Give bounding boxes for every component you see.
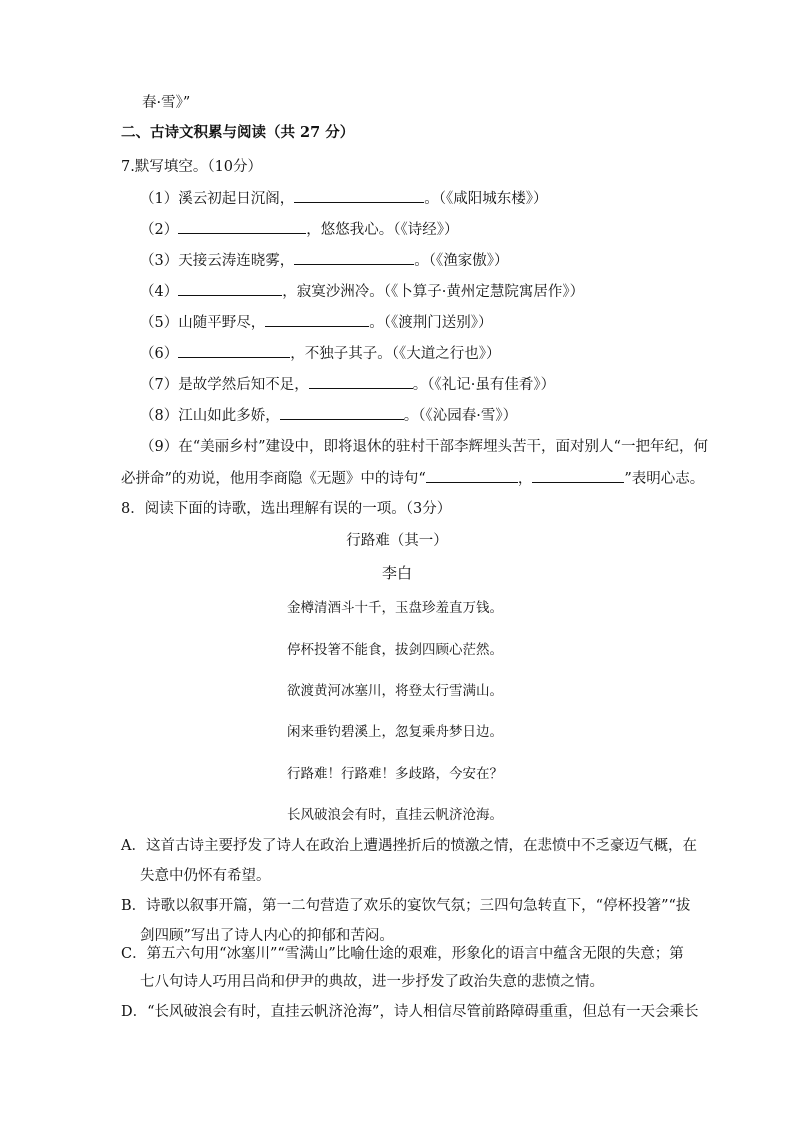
- option-b-line2: [140, 926, 394, 946]
- question-8-stem-text: 8．阅读下面的诗歌，选出理解有误的一项。（3分）: [121, 501, 452, 517]
- q7-item-9-line1: [140, 437, 708, 457]
- q7-item-5: [140, 312, 492, 333]
- q7-item-num: （8）: [140, 408, 179, 424]
- q7-item-1: [140, 188, 547, 209]
- q7-item-num: （7）: [140, 377, 179, 393]
- answer-blank[interactable]: [294, 250, 414, 265]
- answer-blank[interactable]: [532, 468, 624, 483]
- option-c-line1-text: [121, 944, 684, 964]
- answer-blank[interactable]: [280, 405, 404, 420]
- q7-item-6: [140, 343, 500, 364]
- option-c-text: C．第五六句用“冰塞川”“雪满山”比喻仕途的艰难，形象化的语言中蕴含无限的失意；第: [121, 946, 684, 962]
- section-title: [121, 123, 354, 143]
- continued-text: [142, 93, 190, 113]
- poem-line: [287, 722, 503, 742]
- q7-item-num: （1）: [140, 191, 179, 207]
- q7-item-post: 。（《渡荆门送别》）: [369, 315, 493, 331]
- q7-item-post: 。（《咸阳城东楼》）: [424, 191, 548, 207]
- poem-title-text: 行路难（其一）: [346, 533, 448, 549]
- answer-blank[interactable]: [265, 312, 369, 327]
- answer-blank[interactable]: [178, 219, 306, 234]
- question-7-stem: [121, 157, 262, 177]
- poem-line-text: 欲渡黄河冰塞川，将登太行雪满山。: [287, 683, 503, 699]
- option-a-line2: [140, 866, 271, 886]
- poem-line: [287, 681, 503, 701]
- q7-item-pre: 天接云涛连晓雾，: [178, 253, 295, 269]
- q7-item-9-post: ”表明心志。: [624, 471, 705, 487]
- q7-item-num: （4）: [140, 284, 179, 300]
- option-a-text: A．这首古诗主要抒发了诗人在政治上遭遇挫折后的愤激之情，在悲愤中不乏豪迈气概，在: [121, 838, 697, 854]
- q7-item-post: ，寂寞沙洲冷。（《卜算子·黄州定慧院寓居作》）: [282, 284, 585, 300]
- q7-item-9-text: （9）在“美丽乡村”建设中，即将退休的驻村干部李辉埋头苦干，面对别人“一把年纪，何: [140, 439, 708, 455]
- answer-blank[interactable]: [426, 468, 518, 483]
- q7-item-pre: 江山如此多娇，: [178, 408, 280, 424]
- poem-line-text: 金樽清酒斗十千，玉盘珍羞直万钱。: [287, 600, 503, 616]
- poem-title: [0, 531, 794, 551]
- answer-blank[interactable]: [178, 343, 290, 358]
- poem-author-text: 李白: [381, 564, 412, 582]
- q7-item-2: [140, 219, 458, 240]
- q7-item-9-pre: 必拼命”的劝说，他用李商隐《无题》中的诗句“: [121, 471, 426, 487]
- q7-item-post: 。（《渔家傲》）: [414, 253, 509, 269]
- q7-item-9-mid: ，: [517, 471, 533, 487]
- answer-blank[interactable]: [294, 188, 424, 203]
- answer-blank[interactable]: [178, 281, 282, 296]
- poem-author: [0, 563, 794, 583]
- poem-line-text: 停杯投箸不能食，拔剑四顾心茫然。: [287, 642, 503, 658]
- option-c-text: 七八句诗人巧用吕尚和伊尹的典故，进一步抒发了政治失意的悲愤之情。: [140, 974, 604, 990]
- continued-text-content: 春·雪》”: [142, 95, 191, 111]
- q7-item-4: [140, 281, 584, 302]
- q7-item-post: ，不独子其子。（《大道之行也》）: [290, 346, 501, 362]
- question-8-stem: [121, 499, 451, 519]
- option-a-text: 失意中仍怀有希望。: [140, 868, 271, 884]
- option-c-line2: [140, 972, 604, 992]
- poem-line: [287, 640, 503, 660]
- q7-item-post: ，悠悠我心。（《诗经》）: [306, 222, 459, 238]
- q7-item-pre: 是故学然后知不足，: [178, 377, 309, 393]
- q7-item-pre: 溪云初起日沉阁，: [178, 191, 295, 207]
- q7-item-7: [140, 374, 555, 395]
- section-title-text: 二、古诗文积累与阅读（共 27 分）: [121, 124, 355, 141]
- q7-item-8: [140, 405, 517, 426]
- poem-line-text: 行路难！行路难！多歧路，今安在？: [287, 766, 503, 782]
- option-a-line1: [121, 836, 697, 856]
- q7-item-9-line2: [121, 468, 704, 489]
- option-b-text: B．诗歌以叙事开篇，第一二句营造了欢乐的宴饮气氛；三四句急转直下，“停杯投箸”“拔: [121, 898, 691, 914]
- q7-item-num: （5）: [140, 315, 179, 331]
- option-b-line1: [121, 896, 690, 916]
- question-7-stem-text: 7.默写填空。（10分）: [121, 159, 263, 175]
- poem-line: [287, 598, 503, 618]
- q7-item-pre: 山随平野尽，: [178, 315, 266, 331]
- poem-line: [287, 764, 503, 784]
- q7-item-num: （2）: [140, 222, 179, 238]
- poem-line-text: 长风破浪会有时，直挂云帆济沧海。: [287, 807, 503, 823]
- option-b-text: 剑四顾”写出了诗人内心的抑郁和苦闷。: [140, 928, 394, 944]
- q7-item-num: （3）: [140, 253, 179, 269]
- poem-line-text: 闲来垂钓碧溪上，忽复乘舟梦日边。: [287, 724, 503, 740]
- option-d-line1: [121, 1002, 698, 1022]
- option-d-text: D．“长风破浪会有时，直挂云帆济沧海”，诗人相信尽管前路障碍重重，但总有一天会乘长: [121, 1004, 699, 1020]
- answer-blank[interactable]: [309, 374, 413, 389]
- poem-line: [287, 805, 503, 825]
- q7-item-post: 。（《礼记·虽有佳肴》）: [412, 377, 556, 393]
- q7-item-post: 。（《沁园春·雪》）: [403, 408, 518, 424]
- q7-item-3: [140, 250, 508, 271]
- q7-item-num: （6）: [140, 346, 179, 362]
